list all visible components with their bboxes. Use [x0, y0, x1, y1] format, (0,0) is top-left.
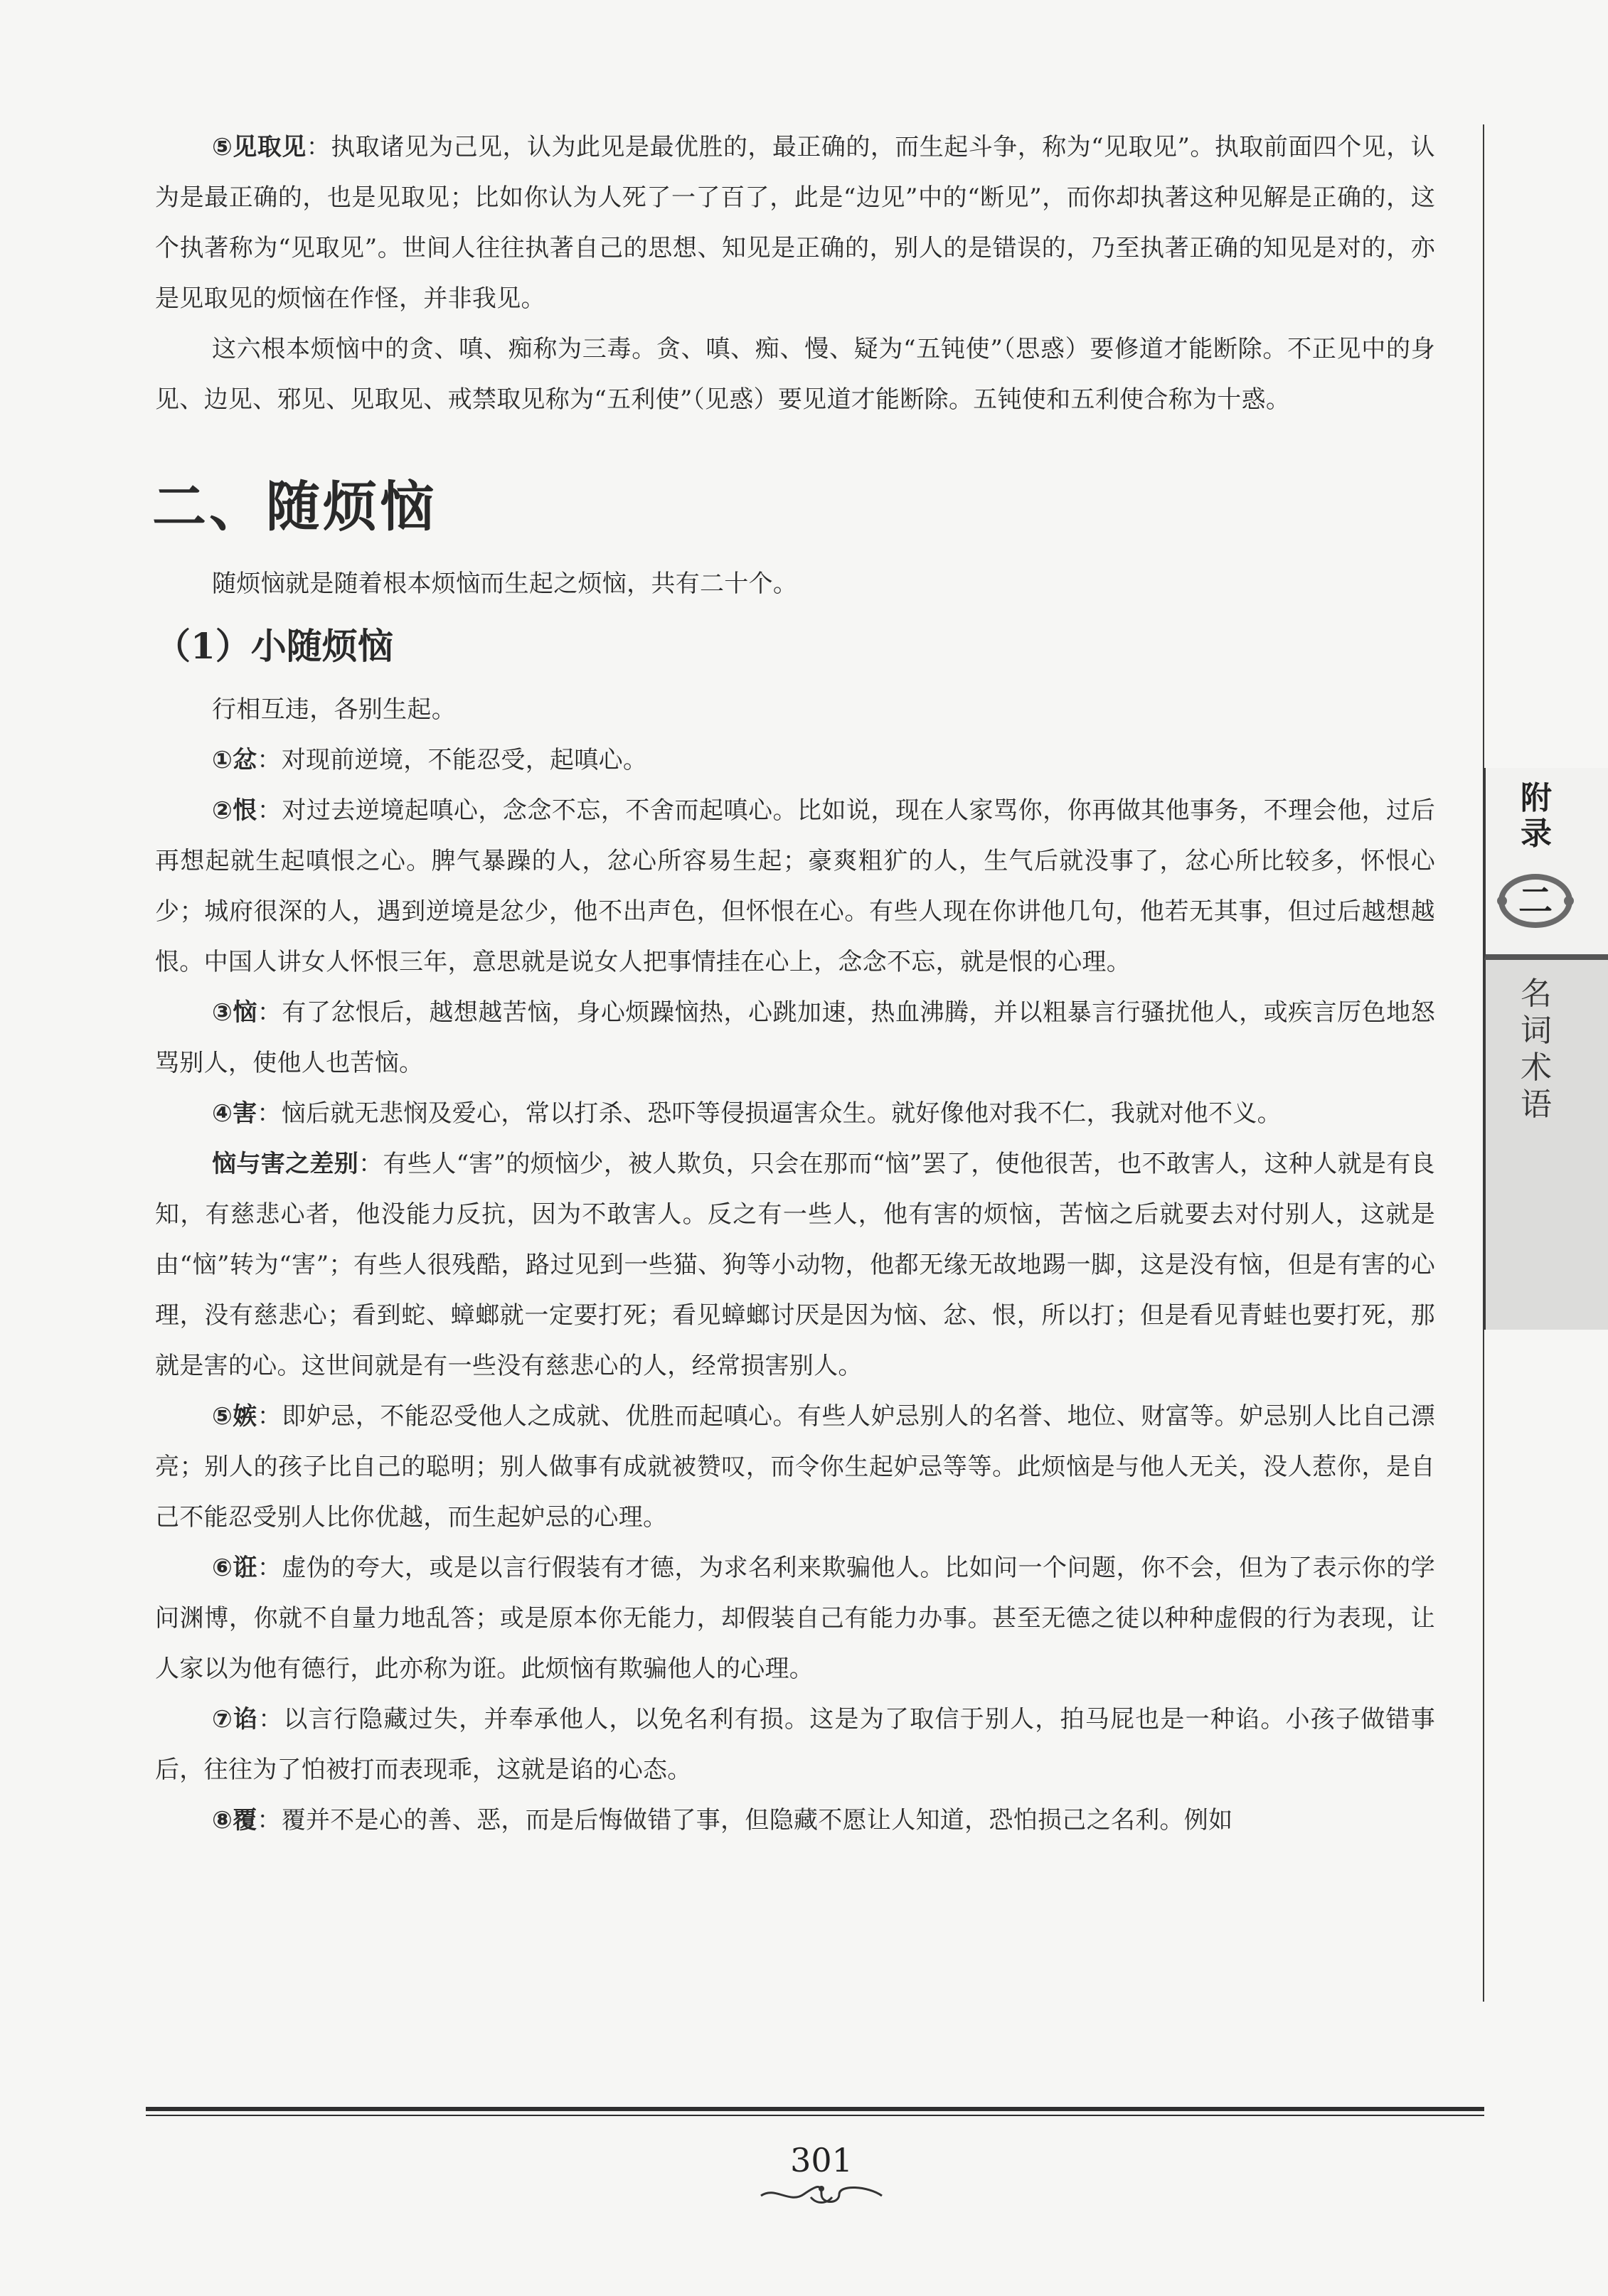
paragraph-text: ：对现前逆境，不能忍受，起嗔心。 [257, 746, 648, 774]
paragraph [155, 1392, 1435, 1543]
side-tab-label-appendix: 附 录 [1521, 780, 1552, 852]
paragraph-text: ：覆并不是心的善、恶，而是后悔做错了事，但隐藏不愿让人知道，恐怕损己之名利。例如 [257, 1806, 1233, 1835]
paragraph [155, 122, 1435, 324]
paragraph-text: ：有些人“害”的烦恼少，被人欺负，只会在那而“恼”罢了，使他很苦，也不敢害人，这种人就是有良知，有慈悲心者，他没能力反抗，因为不敢害人。反之有一些人，他有害的烦恼，苦恼之后就要去对付别人，这就是由“恼”转为“害”；有些人很残酷，路过见到一些猫、狗等小动物，他都无缘无故地踢一脚，这是没有恼，但是有害的心理，没有慈悲心；看到蛇、蟑螂就一定要打死；看见蟑螂讨厌是因为恼、忿、恨，所以打；但是看见青蛙也要打死，那就是害的心。这世间就是有一些没有慈悲心的人，经常损害别人。 [155, 1150, 1435, 1380]
term-label: ④害 [212, 1099, 257, 1128]
paragraph-text: 行相互违，各别生起。 [212, 695, 456, 724]
paragraph [155, 786, 1435, 988]
term-list [155, 685, 1435, 1846]
page-number: 301 [790, 2141, 853, 2179]
side-tab-label-terms: 名 词 术 语 [1521, 976, 1552, 1123]
paragraph [155, 324, 1435, 425]
paragraph [155, 685, 1435, 735]
term-label: ⑤嫉 [212, 1402, 257, 1431]
continued-paragraphs [155, 122, 1435, 425]
side-tab-badge-number: 二 [1518, 881, 1553, 921]
paragraph-text: ：恼后就无悲悯及爱心，常以打杀、恐吓等侵损逼害众生。就好像他对我不仁，我就对他不义。 [257, 1099, 1282, 1128]
paragraph-text: ：对过去逆境起嗔心，念念不忘，不舍而起嗔心。比如说，现在人家骂你，你再做其他事务，不理会他，过后再想起就生起嗔恨之心。脾气暴躁的人，忿心所容易生起；豪爽粗犷的人，生气后就没事了，忿心所比较多，怀恨心少；城府很深的人，遇到逆境是忿少，他不出声色，但怀恨在心。有些人现在你讲他几句，他若无其事，但过后越想越恨。中国人讲女人怀恨三年，意思就是说女人把事情挂在心上，念念不忘，就是恨的心理。 [155, 796, 1435, 976]
footer-rule [146, 2107, 1484, 2111]
section-heading: 二、随烦恼 [152, 475, 437, 538]
paragraph-text: 这六根本烦恼中的贪、嗔、痴称为三毒。贪、嗔、痴、慢、疑为“五钝使”（思惑）要修道才能断除。不正见中的身见、边见、邪见、见取见、戒禁取见称为“五利使”（见惑）要见道才能断除。五钝使和五利使合称为十惑。 [155, 335, 1435, 414]
ornament-icon [754, 2180, 889, 2209]
term-label: ⑥诳 [212, 1554, 257, 1582]
term-label: ⑧覆 [212, 1806, 257, 1835]
paragraph [155, 1089, 1435, 1139]
paragraph [155, 1694, 1435, 1795]
paragraph [155, 1543, 1435, 1694]
paragraph-text: ：虚伪的夸大，或是以言行假装有才德，为求名利来欺骗他人。比如问一个问题，你不会，但为了表示你的学问渊博，你就不自量力地乱答；或是原本你无能力，却假装自己有能力办事。甚至无德之徒以种种虚假的行为表现，让人家以为他有德行，此亦称为诳。此烦恼有欺骗他人的心理。 [155, 1554, 1435, 1683]
footer-rule-thin [146, 2115, 1484, 2116]
paragraph [155, 988, 1435, 1089]
term-label: ⑤见取见 [212, 133, 307, 161]
paragraph [155, 1795, 1435, 1846]
term-label: ⑦谄 [212, 1705, 259, 1734]
paragraph-text: ：执取诸见为己见，认为此见是最优胜的，最正确的，而生起斗争，称为“见取见”。执取前面四个见，认为是最正确的，也是见取见；比如你认为人死了一了百了，此是“边见”中的“断见”，而你却执著这种见解是正确的，这个执著称为“见取见”。世间人往往执著自己的思想、知见是正确的，别人的是错误的，乃至执著正确的知见是对的，亦是见取见的烦恼在作怪，并非我见。 [155, 133, 1435, 313]
term-label: ③恼 [212, 998, 257, 1027]
section-intro: 随烦恼就是随着根本烦恼而生起之烦恼，共有二十个。 [212, 570, 798, 598]
paragraph [155, 1139, 1435, 1392]
paragraph-text: ：以言行隐藏过失，并奉承他人，以免名利有损。这是为了取信于别人，拍马屁也是一种谄。小孩子做错事后，往往为了怕被打而表现乖，这就是谄的心态。 [155, 1705, 1435, 1784]
paragraph-text: ：即妒忌，不能忍受他人之成就、优胜而起嗔心。有些人妒忌别人的名誉、地位、财富等。妒忌别人比自己漂亮；别人的孩子比自己的聪明；别人做事有成就被赞叹，而令你生起妒忌等等。此烦恼是与他人无关，没人惹你，是自己不能忍受别人比你优越，而生起妒忌的心理。 [155, 1402, 1435, 1532]
term-label: ②恨 [212, 796, 257, 825]
sub-heading: （1）小随烦恼 [155, 625, 393, 667]
text-column [152, 122, 1435, 1846]
paragraph-text: ：有了忿恨后，越想越苦恼，身心烦躁恼热，心跳加速，热血沸腾，并以粗暴言行骚扰他人，或疾言厉色地怒骂别人，使他人也苦恼。 [155, 998, 1435, 1077]
paragraph [155, 735, 1435, 786]
term-label: 恼与害之差别 [212, 1150, 359, 1178]
term-label: ①忿 [212, 746, 257, 774]
